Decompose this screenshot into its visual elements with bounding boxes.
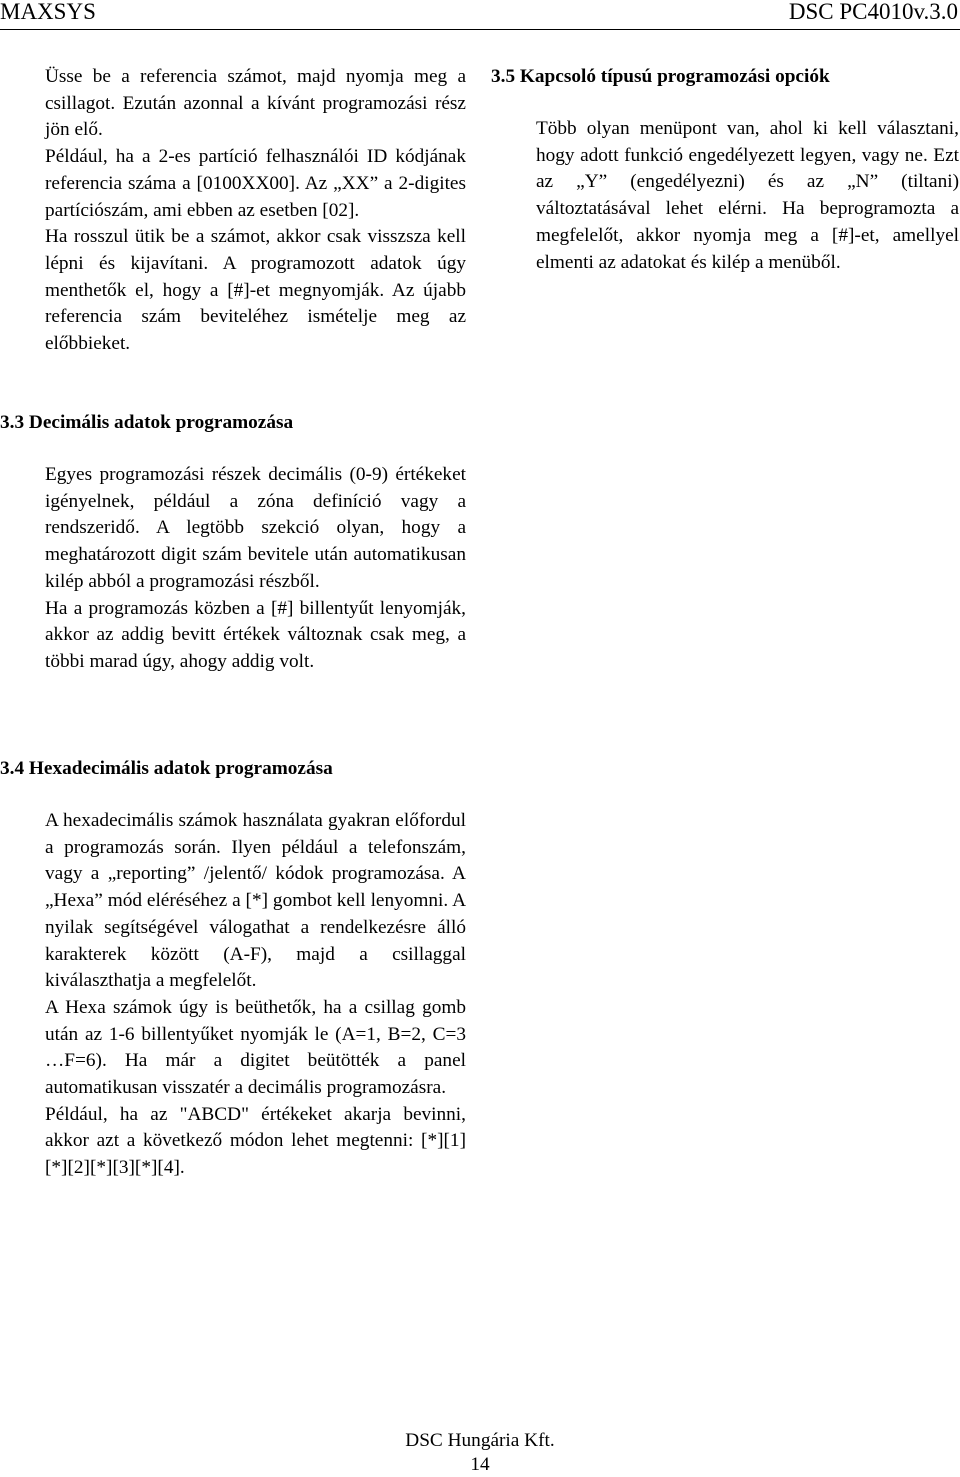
- body-paragraph: Ha a programozás közben a [#] billentyűt lenyomják, akkor az addig bevitt értékek változnak csak meg, a többi marad úgy, ahogy addig volt.: [45, 597, 466, 672]
- section-heading: 3.4 Hexadecimális adatok programozása: [0, 758, 333, 779]
- body-paragraph: Egyes programozási részek decimális (0-9) értékeket igényelnek, például a zóna definíció vagy a rendszeridő. A legtöbb szekció olyan, hogy a meghatározott digit szám bevitele után automatikusan kilép abból a programozási részből.: [45, 464, 466, 592]
- intro-paragraph: Ha rosszul ütik be a számot, akkor csak visszsza kell lépni és kijavítani. A programozott adatok úgy menthetők el, hogy a [#]-et megnyomják. Az újabb referencia szám beviteléhez ismételje meg az előbbieket.: [45, 226, 466, 355]
- section-body: [45, 808, 466, 1182]
- intro-text: [45, 64, 466, 358]
- section-heading: 3.5 Kapcsoló típusú programozási opciók: [491, 66, 830, 87]
- section-heading: 3.3 Decimális adatok programozása: [0, 412, 294, 433]
- body-paragraph: Például, ha az "ABCD" értékeket akarja bevinni, akkor azt a következő módon lehet megtenni: [*][1][*][2][*][3][*][4].: [45, 1103, 466, 1179]
- section-body: [536, 116, 959, 276]
- intro-paragraph: Üsse be a referencia számot, majd nyomja meg a csillagot. Ezután azonnal a kívánt programozási rész jön elő.: [45, 66, 466, 141]
- body-paragraph: A Hexa számok úgy is beüthetők, ha a csillag gomb után az 1-6 billentyűket nyomják le (A=1, B=2, C=3 …F=6). Ha már a digitet beütötték a panel automatikusan visszatér a decimális programozásra.: [45, 996, 466, 1099]
- footer-company: DSC Hungária Kft.: [405, 1430, 555, 1451]
- page-number: 14: [470, 1454, 490, 1475]
- header-title-left: MAXSYS: [0, 0, 96, 24]
- section-body: [45, 462, 466, 676]
- intro-paragraph: Például, ha a 2-es partíció felhasználói ID kódjának referencia száma a [0100XX00]. Az „XX” a 2-digites partíciószám, ami ebben az esetben [02].: [45, 146, 466, 221]
- body-paragraph: A hexadecimális számok használata gyakran előfordul a programozás során. Ilyen például a telefonszám, vagy a „reporting” /jelentő/ kódok programozása. A „Hexa” mód eléréséhez a [*] gombot kell lenyomni. A nyilak segítségével válogathat a rendelkezésre álló karakterek között (A-F), majd a csillaggal kiválaszthatja a megfelelőt.: [45, 810, 466, 992]
- header-title-right: DSC PC4010v.3.0: [788, 0, 958, 24]
- body-paragraph: Több olyan menüpont van, ahol ki kell választani, hogy adott funkció engedélyezett legyen, vagy ne. Ezt az „Y” (engedélyezni) és az „N” (tiltani) változtatásával lehet elérni. Ha beprogramozta a megfelelőt, akkor nyomja meg a [#]-et, amellyel elmenti az adatokat és kilép a menüből.: [536, 118, 959, 273]
- header-rule: [0, 29, 960, 30]
